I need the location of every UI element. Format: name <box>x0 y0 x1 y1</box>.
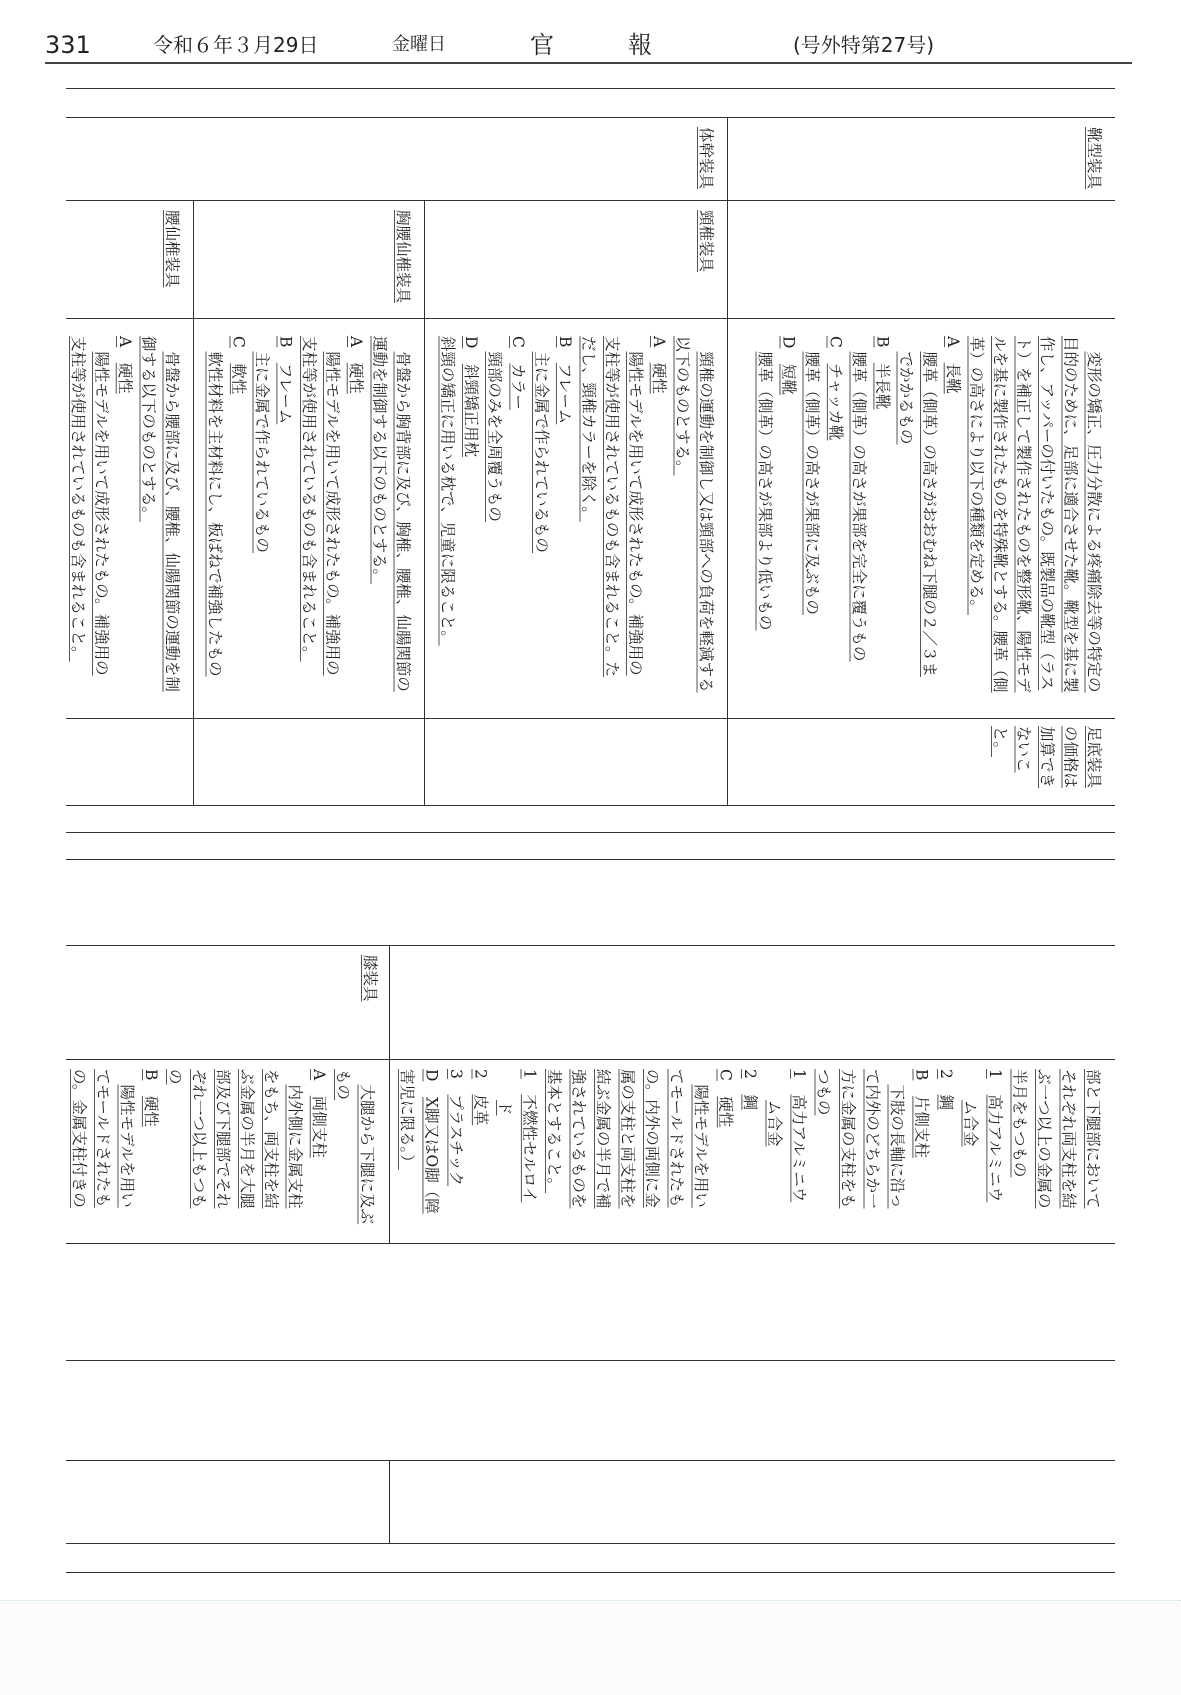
indent-space <box>394 336 412 352</box>
text-line <box>870 336 894 712</box>
continued-description <box>389 1059 1115 1243</box>
text-segment: A <box>650 336 668 348</box>
text-line <box>235 1069 259 1237</box>
text-segment: B <box>276 336 295 348</box>
gazette-title-char-1: 官 <box>530 31 554 59</box>
text-segment: 長靴 <box>944 362 962 394</box>
issue-number: (号外特第27号) <box>793 33 935 57</box>
table-rule <box>66 1543 1115 1544</box>
text-line <box>623 336 647 712</box>
text-line <box>493 1069 518 1237</box>
text-segment: 骨盤から胸背部に及び、胸椎、腰椎、仙腸関節の <box>394 351 412 692</box>
text-segment: の。内外の両側に金 <box>643 1069 661 1208</box>
kutsugata-note <box>727 718 1115 805</box>
text-segment: 内外側に金属支柱 <box>286 1084 304 1209</box>
indent-space <box>324 336 342 352</box>
text-line <box>320 336 344 712</box>
text-line <box>136 336 160 712</box>
text-line <box>964 336 988 712</box>
kutsugata-description <box>727 318 1115 718</box>
indent-space <box>163 336 181 352</box>
text-line <box>670 336 694 712</box>
text-line <box>297 336 321 712</box>
text-line <box>958 1069 983 1237</box>
indent-space <box>874 347 892 363</box>
text-line <box>163 1069 187 1237</box>
text-segment: 皮革 <box>471 1094 490 1126</box>
indent-space <box>472 1079 490 1095</box>
indent-space <box>533 336 551 352</box>
text-line <box>941 336 965 712</box>
text-line <box>1007 1069 1032 1237</box>
indent-space <box>790 1079 808 1095</box>
text-segment: 主に金属で作られているもの <box>532 351 551 554</box>
text-line <box>647 336 671 712</box>
text-line <box>909 1069 934 1237</box>
text-line <box>894 336 918 712</box>
column-rule <box>389 1460 390 1543</box>
indent-space <box>944 347 962 363</box>
text-line <box>988 726 1012 799</box>
text-line <box>1011 336 1035 712</box>
text-segment: ム合金 <box>765 1100 784 1147</box>
text-segment: 部及び下腿部でそれ <box>214 1069 232 1209</box>
text-line <box>800 336 824 712</box>
text-line <box>885 1069 910 1237</box>
text-line <box>836 1069 861 1237</box>
text-segment: ト）を補正して製作されたものを整形靴、陽性モデ <box>1014 336 1033 693</box>
text-segment: 硬性 <box>116 362 134 394</box>
text-line <box>689 1069 714 1237</box>
text-line <box>203 336 227 712</box>
text-line <box>435 336 459 712</box>
text-segment: C <box>229 336 248 348</box>
indent-space <box>496 1069 514 1100</box>
text-line <box>226 336 250 712</box>
text-line <box>1082 726 1106 799</box>
text-line <box>917 336 941 712</box>
text-line <box>542 1069 567 1237</box>
subcategory-yousen-label: 腰仙椎装具 <box>163 210 181 288</box>
text-segment: ム合金 <box>961 1100 980 1147</box>
text-segment: 陽性モデルを用い <box>118 1084 136 1208</box>
text-line <box>506 336 530 712</box>
weekday: 金曜日 <box>392 34 446 55</box>
text-line <box>1056 1069 1081 1237</box>
indent-space <box>206 336 224 352</box>
text-line <box>762 1069 787 1237</box>
text-segment: つもの <box>814 1069 833 1116</box>
indent-space <box>556 347 574 363</box>
text-segment: 強されているものを <box>569 1069 588 1209</box>
text-segment: だし、頸椎カラーを除く。 <box>579 336 598 522</box>
indent-space <box>142 1080 160 1096</box>
category-kutsugata-cell <box>727 117 1115 200</box>
text-segment: てモールドされたも <box>667 1069 686 1208</box>
indent-space <box>780 348 798 364</box>
text-segment: 作し、アッパーの付いたもの。既製品の靴型（ラス <box>1038 336 1056 691</box>
text-line <box>988 336 1012 712</box>
text-line <box>1081 1069 1106 1237</box>
subcategory-kyouyousen-cell <box>193 200 424 318</box>
text-line <box>419 1069 444 1237</box>
subcategory-kyouyousen-label: 胸腰仙椎装具 <box>394 210 412 304</box>
text-segment: 主に金属で作られているもの <box>253 351 271 554</box>
text-segment: 害児に限る。） <box>398 1069 416 1170</box>
text-segment: 陽性モデルを用いて成形されたもの。補強用の <box>323 351 342 676</box>
indent-space <box>888 1069 906 1085</box>
text-segment: の価格は <box>1061 726 1080 789</box>
text-segment: 腰革（側革）の高さが果部に及ぶもの <box>803 351 821 616</box>
text-line <box>115 1069 139 1237</box>
hiza-description <box>67 1059 389 1243</box>
text-line <box>259 1069 283 1237</box>
text-segment: 軟性 <box>229 363 248 395</box>
text-segment: A <box>944 336 962 348</box>
text-line <box>713 1069 738 1237</box>
text-segment: ルを基に製作されたものを特殊靴とする。腰革（側 <box>991 336 1009 693</box>
text-line <box>694 336 718 712</box>
yousen-description <box>67 318 193 718</box>
text-segment: カラー <box>509 363 527 410</box>
text-line <box>391 336 415 712</box>
text-segment: 陽性モデルを用いて成形されたもの。補強用の <box>92 351 111 676</box>
text-line <box>787 1069 812 1237</box>
text-segment: ぞれ一つ以上もつも <box>190 1069 208 1209</box>
table-rule <box>66 832 1115 833</box>
text-line <box>1011 726 1035 799</box>
text-segment: 1 <box>986 1069 1004 1079</box>
indent-space <box>286 1069 304 1085</box>
text-segment: D <box>422 1069 441 1082</box>
text-line <box>934 1069 959 1237</box>
kyouyousen-description <box>193 318 424 718</box>
text-segment: ないこ <box>1014 726 1033 773</box>
text-segment: 陽性モデルを用いて成形されたもの。補強用の <box>626 351 645 676</box>
text-segment: ぶ一つ以上の金属の <box>1035 1069 1053 1209</box>
text-segment: 半月をもつもの <box>1010 1069 1029 1178</box>
keitsui-description <box>424 318 727 718</box>
text-line <box>600 336 624 712</box>
indent-space <box>118 1069 136 1085</box>
text-segment: 以下のものとする。 <box>673 336 692 476</box>
indent-space <box>913 1080 931 1096</box>
text-segment: 斜頸矯正用枕 <box>462 363 480 457</box>
text-line <box>307 1069 331 1237</box>
text-segment: 両側支柱 <box>310 1095 328 1158</box>
table-rule <box>66 859 1115 860</box>
header-rule <box>45 62 1132 64</box>
text-segment: フレーム <box>276 362 295 425</box>
text-segment: 下肢の長軸に沿っ <box>888 1084 906 1209</box>
indent-space <box>897 336 915 352</box>
indent-space <box>116 347 134 363</box>
indent-space <box>447 1079 465 1095</box>
text-segment: B <box>556 336 574 348</box>
text-segment: 2 <box>937 1069 955 1079</box>
text-line <box>283 1069 307 1237</box>
text-segment: B <box>142 1069 160 1081</box>
text-segment: 支柱等が使用されているものも含まれること。た <box>603 336 621 678</box>
text-line <box>139 1069 163 1237</box>
page-number: 331 <box>45 31 91 59</box>
indent-space <box>93 336 111 352</box>
indent-space <box>717 1081 735 1097</box>
text-segment: 加算でき <box>1038 726 1056 789</box>
indent-space <box>627 336 645 352</box>
text-segment: 短靴 <box>779 363 798 395</box>
text-line <box>823 336 847 712</box>
indent-space <box>521 1079 539 1095</box>
text-segment: て内外のどちらか一 <box>863 1069 882 1209</box>
text-segment: 2 <box>471 1069 490 1079</box>
text-segment: 足底装具 <box>1085 726 1103 789</box>
indent-space <box>486 336 504 352</box>
indent-space <box>962 1069 980 1100</box>
indent-space <box>310 1080 328 1096</box>
subcategory-keitsui-label: 頸椎装具 <box>697 210 715 273</box>
text-line <box>187 1069 211 1237</box>
text-segment: ぶ金属の半月を大腿 <box>238 1069 256 1209</box>
text-segment: 腰革（側革）の高さがおおむね下腿の２／３ま <box>920 351 939 678</box>
indent-space <box>937 1079 955 1095</box>
text-segment: 骨盤から腰部に及び、腰椎、仙腸関節の運動を制 <box>163 351 181 692</box>
text-line <box>344 336 368 712</box>
text-line <box>250 336 274 712</box>
table-rule <box>66 1243 1115 1244</box>
indent-space <box>423 1081 441 1097</box>
text-segment: 半長靴 <box>873 362 892 410</box>
text-line <box>1082 336 1106 712</box>
table-rule <box>66 1572 1115 1573</box>
text-segment: 属の支柱と両支柱を <box>618 1069 637 1209</box>
category-kutsugata-label: 靴型装具 <box>1085 127 1103 190</box>
text-segment: 変形の矯正、圧力分散による疼痛除去等の特定の <box>1085 351 1103 693</box>
text-segment: てモールドされたも <box>94 1069 112 1208</box>
indent-space <box>692 1069 710 1085</box>
text-line <box>738 1069 763 1237</box>
text-segment: 運動を制御する以下のものとする。 <box>370 336 389 585</box>
indent-space <box>230 348 248 364</box>
text-line <box>91 1069 115 1237</box>
text-segment: 腰革（側革）の高さが果部より低いもの <box>756 351 774 631</box>
text-segment: C <box>509 336 527 348</box>
text-line <box>444 1069 469 1237</box>
text-segment: D <box>462 336 480 349</box>
subcategory-keitsui-cell <box>424 200 727 318</box>
text-segment: 1 <box>520 1069 539 1079</box>
text-line <box>89 336 113 712</box>
text-line <box>860 1069 885 1237</box>
text-segment: 高力アルミニウ <box>986 1094 1004 1203</box>
indent-space <box>650 347 668 363</box>
indent-space <box>462 348 480 364</box>
indent-space <box>509 348 527 364</box>
text-line <box>591 1069 616 1237</box>
indent-space <box>741 1079 759 1095</box>
text-segment: 硬性 <box>142 1095 160 1127</box>
text-segment: C <box>716 1069 735 1081</box>
category-hiza-label: 膝装具 <box>361 955 379 1002</box>
text-segment: それぞれ両支柱を結 <box>1059 1069 1078 1209</box>
text-segment: 革）の高さにより以下の種類を定める。 <box>967 336 986 616</box>
gazette-title-char-2: 報 <box>628 31 652 59</box>
text-segment: 方に金属の支柱をも <box>839 1069 857 1209</box>
text-segment: もの <box>334 1069 352 1101</box>
text-segment: でかかるもの <box>897 351 915 445</box>
text-line <box>529 336 553 712</box>
text-line <box>615 1069 640 1237</box>
text-segment: プラスチック <box>447 1094 465 1187</box>
issue-date: 令和６年３月29日 <box>153 33 319 57</box>
text-segment: フレーム <box>556 362 574 425</box>
text-line <box>395 1069 420 1237</box>
indent-space <box>803 336 821 352</box>
subcategory-yousen-cell <box>67 200 193 318</box>
category-taikan-cell <box>67 117 727 200</box>
text-segment: 頸部のみを全周覆うもの <box>485 351 504 523</box>
text-segment: 1 <box>790 1069 808 1079</box>
text-segment: の。金属支柱付きの <box>70 1069 88 1208</box>
text-line <box>273 336 297 712</box>
text-segment: 頸椎の運動を制御し又は頸部への負荷を軽減する <box>697 351 715 693</box>
text-segment: 腰革（側革）の高さが果部を完全に覆うもの <box>850 351 868 662</box>
text-line <box>1058 726 1082 799</box>
indent-space <box>986 1079 1004 1095</box>
indent-space <box>921 336 939 352</box>
text-segment: X脚又はO脚（障 <box>422 1096 441 1214</box>
text-line <box>753 336 777 712</box>
text-segment: 鋼 <box>937 1094 955 1110</box>
text-segment: 高力アルミニウ <box>790 1094 808 1203</box>
text-segment: と。 <box>991 726 1009 758</box>
text-segment: 片側支柱 <box>912 1095 931 1158</box>
text-segment: ド <box>496 1100 514 1116</box>
text-line <box>211 1069 235 1237</box>
text-line <box>566 1069 591 1237</box>
text-line <box>664 1069 689 1237</box>
text-segment: 斜頸の矯正に用いる枕で、児童に限ること。 <box>438 336 457 646</box>
category-hiza-cell <box>67 945 389 1059</box>
text-segment: C <box>826 336 845 348</box>
text-line <box>776 336 800 712</box>
text-segment: D <box>779 336 798 349</box>
text-line <box>640 1069 665 1237</box>
text-line <box>1058 336 1082 712</box>
table-rule <box>66 805 1115 806</box>
indent-space <box>358 1069 376 1085</box>
text-line <box>983 1069 1008 1237</box>
text-line <box>367 336 391 712</box>
indent-space <box>1085 336 1103 352</box>
text-segment: チャッカ靴 <box>826 363 845 441</box>
text-segment: A <box>310 1069 328 1081</box>
table-rule <box>66 1360 1115 1361</box>
text-segment: 部と下腿部において <box>1084 1069 1102 1209</box>
text-line <box>1032 1069 1057 1237</box>
text-segment: 支柱等が使用されているものも含まれること。 <box>69 336 87 662</box>
text-line <box>468 1069 493 1237</box>
indent-space <box>850 336 868 352</box>
text-segment: 2 <box>741 1069 759 1079</box>
indent-space <box>766 1069 784 1100</box>
text-segment: B <box>912 1069 931 1081</box>
text-line <box>331 1069 355 1237</box>
category-taikan-label: 体幹装具 <box>697 127 715 190</box>
text-segment: をもち、両支柱を結 <box>262 1069 280 1209</box>
indent-space <box>277 347 295 363</box>
indent-space <box>827 348 845 364</box>
text-segment: の <box>166 1069 184 1085</box>
indent-space <box>756 336 774 352</box>
text-segment: 目的のために、足部に適合させた靴。靴型を基に製 <box>1061 336 1080 693</box>
table-rule <box>66 1460 1115 1461</box>
text-segment: 支柱等が使用されているものも含まれること。 <box>300 336 318 662</box>
text-segment: 大腿から下腿に及ぶ <box>358 1084 376 1225</box>
table-rule <box>66 88 1115 89</box>
text-line <box>67 336 89 712</box>
text-segment: 不燃性セルロイ <box>520 1094 539 1203</box>
text-line <box>517 1069 542 1237</box>
indent-space <box>253 336 271 352</box>
text-segment: A <box>347 336 365 348</box>
text-segment: 基本とすること。 <box>545 1069 563 1194</box>
text-segment: 硬性 <box>650 362 668 394</box>
text-segment: 鋼 <box>741 1094 759 1110</box>
text-line <box>113 336 137 712</box>
indent-space <box>347 347 365 363</box>
text-segment: B <box>873 336 892 348</box>
text-segment: 結ぶ金属の半月で補 <box>594 1069 612 1209</box>
text-line <box>1035 336 1059 712</box>
text-segment: 御する以下のものとする。 <box>139 336 158 523</box>
text-line <box>355 1069 379 1237</box>
indent-space <box>697 336 715 352</box>
text-line <box>1035 726 1059 799</box>
text-line <box>459 336 483 712</box>
text-segment: 3 <box>447 1069 465 1079</box>
text-line <box>847 336 871 712</box>
text-segment: 軟性材料を主材料にし、板ばねで補強したもの <box>206 351 224 677</box>
text-line <box>553 336 577 712</box>
text-line <box>576 336 600 712</box>
text-line <box>811 1069 836 1237</box>
text-line <box>482 336 506 712</box>
text-line <box>67 1069 91 1237</box>
text-segment: 硬性 <box>347 362 365 394</box>
text-line <box>160 336 184 712</box>
text-segment: 陽性モデルを用い <box>692 1084 710 1208</box>
text-segment: 硬性 <box>716 1096 735 1128</box>
text-segment: A <box>116 336 134 348</box>
